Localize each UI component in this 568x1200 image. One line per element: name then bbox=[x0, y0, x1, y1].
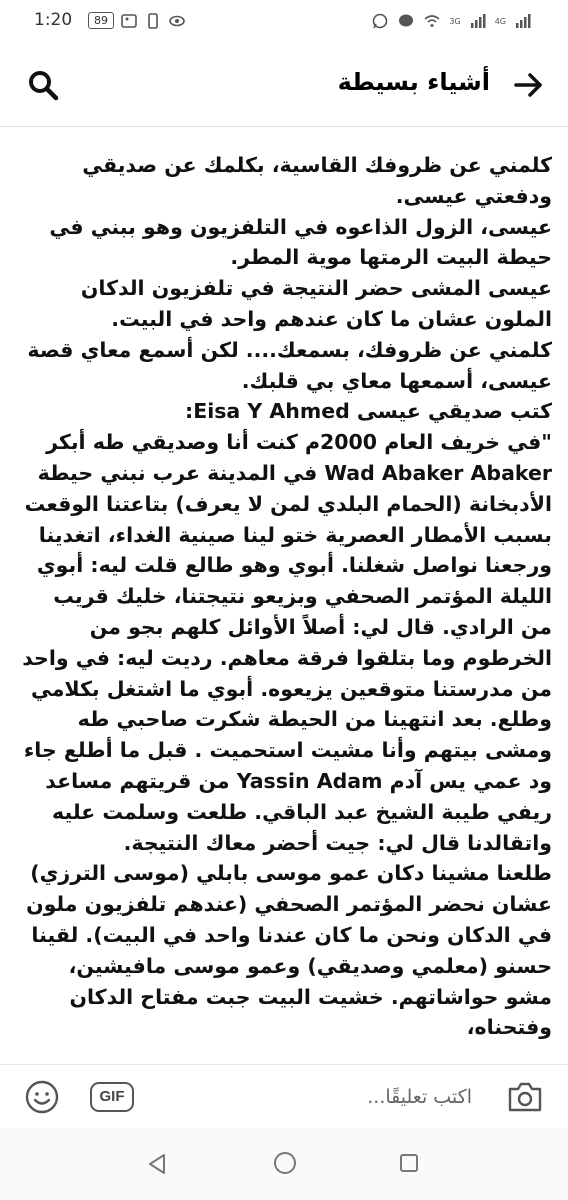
page-title: أشياء بسيطة bbox=[337, 68, 490, 96]
battery-indicator: 89 bbox=[88, 12, 114, 29]
status-left-icons bbox=[120, 12, 186, 30]
emoji-icon[interactable] bbox=[24, 1079, 60, 1115]
status-time: 1:20 bbox=[34, 10, 73, 30]
network-4g-label: 4G bbox=[494, 16, 506, 26]
status-right-icons bbox=[371, 12, 532, 30]
nav-back-icon[interactable] bbox=[146, 1152, 170, 1176]
nav-home-icon[interactable] bbox=[272, 1150, 298, 1176]
signal-icon-1 bbox=[469, 12, 487, 30]
eye-icon bbox=[168, 12, 186, 30]
comment-composer bbox=[0, 1064, 568, 1129]
signal-icon-2 bbox=[514, 12, 532, 30]
wifi-icon bbox=[423, 12, 441, 30]
status-bar bbox=[0, 0, 568, 44]
messenger-icon bbox=[397, 12, 415, 30]
gif-button[interactable]: GIF bbox=[90, 1082, 134, 1112]
nav-recents-icon[interactable] bbox=[398, 1152, 420, 1174]
search-icon[interactable] bbox=[26, 68, 60, 102]
whatsapp-icon bbox=[371, 12, 389, 30]
notification-image-icon bbox=[120, 12, 138, 30]
post-text: كلمني عن ظروفك القاسية، بكلمك عن صديقي ودفعتي عيسى. عيسى، الزول الذاعوه في التلفزيون وهو ببني في حيطة البيت الرمتها موية المطر. عيسى المشى حضر النتيجة في تلفزيون الدكان الملون عشان ما كان عندهم واحد في البيت. كلمني عن ظروفك، بسمعك.... لكن أسمع معاي قصة عيسى، أسمعها معاي بي قلبك. كتب صديقي عيسى Eisa Y Ahmed: "في خريف العام 2000م كنت أنا وصديقي طه أبكر Wad Abaker Abaker في المدينة عرب نبني حيطة الأدبخانة (الحمام البلدي لمن لا يعرف) بتاعتنا الوقعت بسبب الأمطار العصرية ختو لينا صينية الغداء، اتغدينا ورجعنا نواصل شغلنا. أبوي وهو طالع قلت ليه: أبوي الليلة المؤتمر الصحفي وبزيعو نتيجتنا، خليك قريب من الرادي. قال لي: أصلاً الأوائل كلهم بجو من الخرطوم وما بتلقوا فرقة معاهم. رديت ليه: في واحد من مدرستنا متوقعين يزيعوه. أبوي ما اشتغل بكلامي وطلع. بعد انتهينا من الحيطة شكرت صاحبي طه ومشى بيتهم وأنا مشيت استحميت . قبل ما أطلع جاء ود عمي يس آدم Yassin Adam من قريتهم مساعد ريفي طيبة الشيخ عبد الباقي. طلعت وسلمت عليه واتقالدنا قال لي: جيت أحضر معاك النتيجة. طلعنا مشينا دكان عمو موسى بابلي (موسى الترزي) عشان نحضر المؤتمر الصحفي (عندهم تلفزيون ملون في الدكان ونحن ما كان عندنا واحد في البيت). لقينا حسنو (معلمي وصديقي) وعمو موسى مافيشين، مشو حواشاتهم. خشيت البيت جبت مفتاح الدكان وفتحناه، bbox=[22, 153, 552, 1040]
comment-input[interactable] bbox=[158, 1073, 476, 1121]
app-bar bbox=[0, 44, 568, 127]
system-nav-bar bbox=[0, 1128, 568, 1200]
post-body bbox=[22, 150, 552, 1040]
network-3g-label: 3G bbox=[449, 16, 461, 26]
camera-icon[interactable] bbox=[506, 1079, 544, 1115]
arrow-right-icon[interactable] bbox=[512, 68, 546, 102]
vibrate-icon bbox=[144, 12, 162, 30]
